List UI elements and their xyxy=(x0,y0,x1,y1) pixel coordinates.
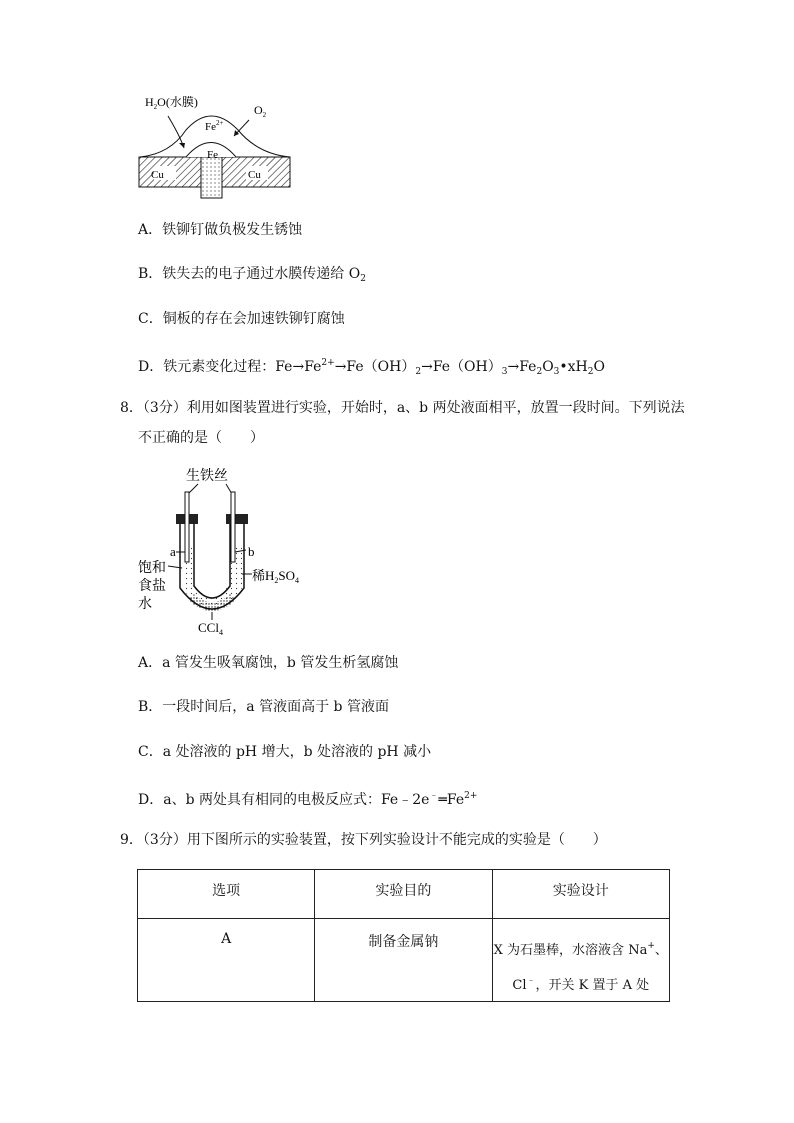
b-label: b xyxy=(248,544,255,559)
q8-option-a: A．a 管发生吸氧腐蚀，b 管发生析氢腐蚀 xyxy=(138,655,399,671)
q8-option-c: C．a 处溶液的 pH 增大，b 处溶液的 pH 减小 xyxy=(138,744,432,760)
acid-label: 稀$H_2SO_4$ xyxy=(252,568,300,585)
brine-label-2: 食盐 xyxy=(138,579,166,594)
cu-right-label: Cu xyxy=(248,169,261,181)
rivet-corrosion-figure xyxy=(130,90,310,202)
q8-stem-line1: 8．（3分）利用如图装置进行实验，开始时，a、b 两处液面相平，放置一段时间。下列说法 xyxy=(120,400,685,416)
q7-option-b: B．铁失去的电子通过水膜传递给 $O_2$ xyxy=(138,266,366,284)
q8-option-d: D．a、b 两处具有相同的电极反应式：$Fe﹣2e^﹣═Fe^{2+}$ xyxy=(138,791,478,808)
header-purpose: 实验目的 xyxy=(315,870,492,919)
fe-label: Fe xyxy=(207,149,218,161)
wire-label: 生铁丝 xyxy=(186,469,228,484)
row-option: A xyxy=(138,919,315,1002)
ccl4-label: CCl$_4$ xyxy=(198,620,223,637)
q7-option-c: C．铜板的存在会加速铁铆钉腐蚀 xyxy=(138,311,345,327)
u-tube-figure xyxy=(130,462,300,637)
q8-option-b: B．一段时间后，a 管液面高于 b 管液面 xyxy=(138,699,389,715)
header-design: 实验设计 xyxy=(492,870,669,919)
brine-label-3: 水 xyxy=(138,597,152,612)
iron-wire-b xyxy=(231,492,235,562)
table-row xyxy=(138,919,670,1002)
row-design: X 为石墨棒，水溶液含 Na+、 Cl﹣，开关 K 置于 A 处 xyxy=(492,919,669,1002)
q7-option-a: A．铁铆钉做负极发生锈蚀 xyxy=(138,222,303,238)
water-film-label: $H_2O$(水膜) xyxy=(145,95,198,111)
row-purpose: 制备金属钠 xyxy=(315,919,492,1002)
fe2-label: $Fe^{2+}$ xyxy=(205,119,224,133)
fe-rivet-shank xyxy=(201,157,222,198)
table-header-row xyxy=(138,870,670,919)
a-label: a xyxy=(170,544,176,559)
q9-stem: 9．（3分）用下图所示的实验装置，按下列实验设计不能完成的实验是（ ） xyxy=(120,832,607,848)
iron-wire-a xyxy=(185,492,189,562)
q7-option-d: D．铁元素变化过程：$Fe\to Fe^{2+}\to Fe(OH)_2\to Fe(OH)_3\to Fe_2O_3•xH_2O$ xyxy=(138,358,605,377)
header-option: 选项 xyxy=(138,870,315,919)
brine-label-1: 饱和 xyxy=(138,561,166,576)
q9-table xyxy=(137,869,670,1002)
o2-label: $O_2$ xyxy=(254,103,267,119)
q8-stem-line2: 不正确的是（ ） xyxy=(138,430,264,446)
cu-left-label: Cu xyxy=(151,169,164,181)
